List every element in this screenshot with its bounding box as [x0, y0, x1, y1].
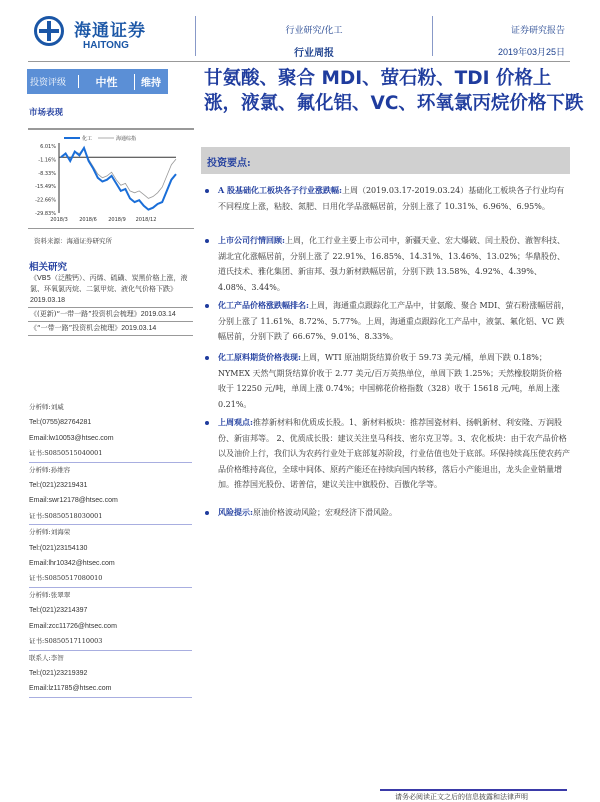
highlight-title: 化工原料期货价格表现:	[218, 352, 301, 362]
haitong-logo-icon	[34, 16, 64, 46]
x-tick-label: 2018/9	[108, 217, 126, 223]
highlight-item	[205, 350, 570, 412]
analyst-card	[29, 588, 192, 651]
market-chart	[28, 130, 198, 225]
analyst-card	[29, 400, 192, 463]
legend-label: 化工	[82, 136, 93, 142]
analyst-role: 分析师:刘威	[29, 403, 64, 411]
highlight-title: 上市公司行情回顾:	[218, 235, 285, 245]
analyst-email[interactable]: Email:lw10053@htsec.com	[29, 434, 114, 442]
analyst-email[interactable]: Email:swr12178@htsec.com	[29, 497, 118, 505]
bullet-icon	[205, 356, 209, 360]
highlight-body: 原油价格波动风险；宏观经济下滑风险。	[252, 508, 397, 517]
highlight-title: 上周观点:	[218, 417, 253, 427]
rating-box	[27, 69, 168, 94]
related-title: 《“一带一路”投资机会梳理》	[30, 324, 122, 332]
analyst-tel: Tel:(021)23219392	[29, 669, 88, 677]
analyst-cert: 证书:S0850517110003	[29, 637, 103, 646]
analyst-role: 分析师:张翠翠	[29, 590, 71, 599]
doc-type: 证券研究报告	[510, 26, 565, 36]
highlight-item	[205, 298, 570, 345]
related-date: 2019.03.14	[121, 325, 157, 332]
related-item[interactable]	[28, 272, 193, 308]
report-type: 行业周报	[294, 48, 334, 59]
rule	[28, 228, 194, 229]
bullet-icon	[205, 421, 209, 425]
analyst-role: 联系人:李智	[29, 653, 64, 662]
footer-disclaimer: 请务必阅读正文之后的信息披露和法律声明	[395, 793, 528, 801]
analyst-role: 分析师:孙维容	[29, 465, 71, 474]
y-tick-label: 6.01%	[40, 144, 56, 150]
analyst-tel: Tel:(0755)82764281	[29, 419, 92, 427]
highlight-title: 风险提示:	[218, 507, 253, 517]
related-title: 《(更新)“一带一路”投资机会梳理》	[30, 310, 141, 318]
report-date: 2019年03月25日	[497, 47, 565, 57]
y-tick-label: -8.33%	[38, 170, 56, 177]
highlight-body: 上周，化工行业主要上市公司中，新疆天业、宏大爆破、闰土股份、澈智科技、湖北宜化涨幅居前，分别上涨了 22.91%、16.85%、14.31%、13.46%、13.02%；华鼎股份、道氏技术、雅化集团、新宙邦、强力新材跌幅居前，分别下跌 13.58%、4.92%、4.39%、4.08%、3.44%。	[218, 236, 566, 292]
market-heading: 市场表现	[29, 108, 64, 118]
report-title: 甘氨酸、聚合 MDI、萤石粉、TDI 价格上涨，液氯、氟化铝、VC、环氧氯丙烷价格下跌	[204, 68, 584, 114]
y-tick-label: -15.49%	[35, 184, 56, 191]
related-date: 2019.03.14	[140, 311, 176, 318]
analyst-email[interactable]: Email:zcc11726@htsec.com	[29, 622, 117, 630]
highlight-body: 上周，海通重点跟踪化工产品中，甘氨酸、聚合 MDI、萤石粉涨幅居前，分别上涨了 11.61%、8.72%、5.77%。上周，海通重点跟踪化工产品中，液氯、氟化铝、VC 跌幅居前，分别下跌了 66.67%、9.01%、8.33%。	[218, 301, 570, 341]
footer-rule	[380, 789, 567, 791]
y-tick-label: -1.16%	[38, 157, 56, 164]
highlight-item	[205, 505, 570, 521]
related-heading: 相关研究	[29, 262, 68, 273]
rating-label: 投资评级	[27, 75, 79, 88]
highlight-body: 上周，WTI 原油期货结算价收于 59.73 美元/桶，单周下跌 0.18%；NYMEX 天然气期货结算价收于 2.77 美元/百万英热单位，单周下跌 1.25%；天然橡胶期货价格收于 12250 元/吨，单周上涨 0.74%；中国棉花价格指数（328）收于 15618 元/吨，单周上涨 0.21%。	[218, 353, 563, 409]
logo-english: HAITONG	[83, 40, 129, 51]
analyst-cert: 证书:S0850515040001	[29, 449, 103, 458]
rating-action: 维持	[141, 78, 161, 89]
header-rule	[28, 61, 570, 62]
bullet-icon	[205, 189, 209, 193]
related-item[interactable]	[28, 322, 193, 336]
highlight-body: 推荐新材料和优质成长股。1、新材料板块：推荐国瓷材料、扬帆新材、利安隆、万润股份、新宙邦等。 2、优质成长股：建议关注皇马科技、密尔克卫等。3、农化板块：由于农产品价格以及油价上行，我们认为农药行业处于底部复苏阶段，行业估值也处于底部。环保持续高压使农药产品价格维持高位，全球中间体、原药产能还在持续向国内转移，落后小产能退出，龙头企业销量增加。推荐国光股份、诺普信，建议关注中旗股份、百傲化学等。	[218, 418, 570, 489]
related-title: 《VB5（泛酸钙）、丙烯、硫磺、炭黑价格上涨，液氯、环氧氯丙烷、二氯甲烷、液化气价格下跌》	[30, 274, 188, 293]
analyst-tel: Tel:(021)23154130	[29, 544, 88, 552]
x-tick-label: 2018/3	[50, 217, 68, 223]
analyst-card	[29, 525, 192, 588]
x-tick-label: 2018/6	[79, 217, 97, 223]
analyst-tel: Tel:(021)23214397	[29, 607, 88, 615]
analyst-cert: 证书:S0850518030001	[29, 511, 103, 520]
highlight-item	[205, 183, 570, 214]
analyst-card	[29, 463, 192, 526]
analyst-list	[29, 400, 192, 698]
highlights-heading: 投资要点:	[201, 147, 570, 174]
highlight-title: 化工产品价格涨跌幅排名:	[218, 300, 309, 310]
highlight-title: A 股基础化工板块各子行业涨跌幅:	[218, 185, 342, 195]
x-tick-label: 2018/12	[135, 217, 157, 223]
bullet-icon	[205, 304, 209, 308]
analyst-cert: 证书:S0850517080010	[29, 574, 103, 583]
category: 行业研究/化工	[285, 26, 343, 36]
y-tick-label: -29.83%	[35, 211, 56, 217]
bullet-icon	[205, 239, 209, 243]
related-date: 2019.03.18	[30, 297, 66, 304]
analyst-email[interactable]: Email:lhr10342@htsec.com	[29, 560, 115, 568]
analyst-email[interactable]: Email:lz11785@htsec.com	[29, 685, 112, 693]
rating-value: 中性	[79, 74, 135, 90]
highlight-item	[205, 233, 570, 295]
analyst-role: 分析师:刘海荣	[29, 528, 71, 537]
legend-label: 海通综指	[116, 136, 137, 142]
related-list	[0, 272, 188, 336]
related-item[interactable]	[28, 308, 193, 322]
y-tick-label: -22.66%	[35, 197, 56, 204]
analyst-tel: Tel:(021)23219431	[29, 482, 88, 490]
bullet-icon	[205, 511, 209, 515]
analyst-card	[29, 651, 192, 698]
logo-chinese: 海通证券	[74, 21, 146, 41]
chart-source: 资料来源：海通证券研究所	[34, 237, 112, 245]
highlight-body: 上周（2019.03.17-2019.03.24）基础化工板块各子行业均有不同程度上涨，粘胶、氮肥、日用化学品涨幅居前，分别上涨了 10.31%、6.96%、6.95%。	[218, 186, 565, 211]
highlight-item	[205, 415, 570, 493]
divider	[432, 16, 433, 56]
